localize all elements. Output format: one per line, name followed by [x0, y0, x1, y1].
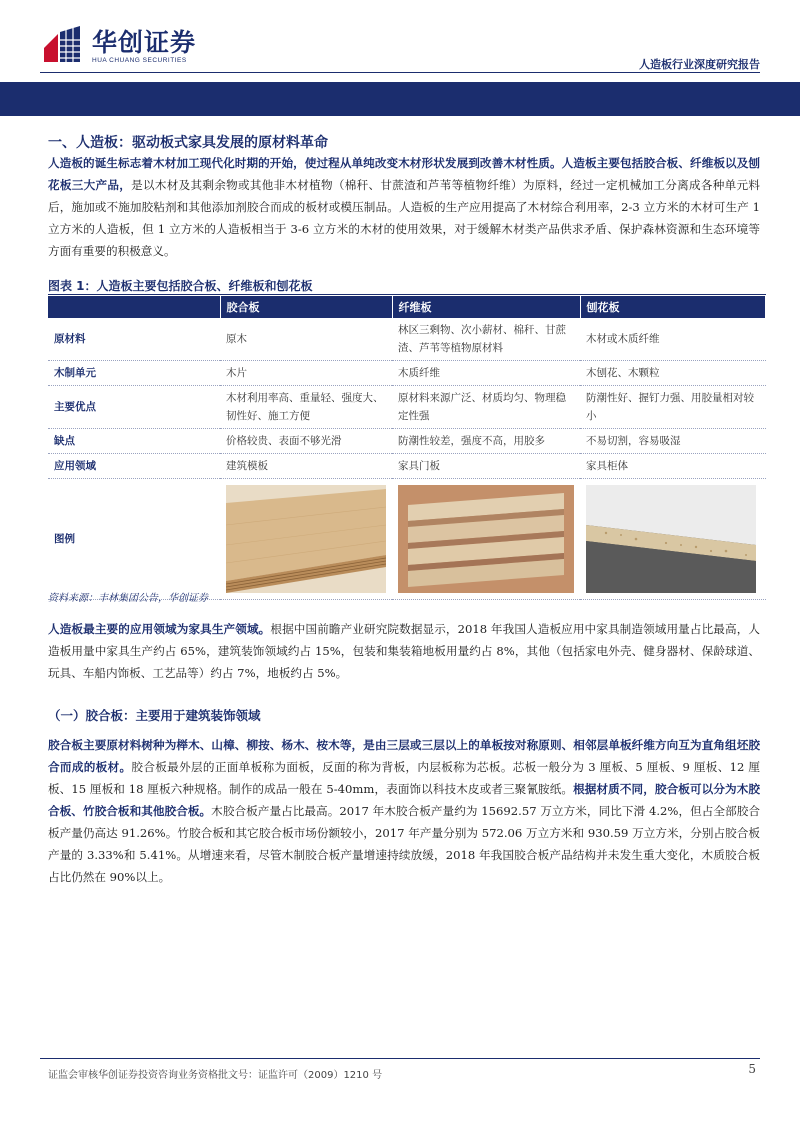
table-cell: 价格较贵、表面不够光滑: [220, 429, 392, 454]
brand-name-cn: 华创证券: [92, 27, 197, 57]
intro-text: 是以木材及其剩余物或其他非木材植物（棉秆、甘蔗渣和芦苇等植物纤维）为原料，经过一定机械加工分离成各种单元料后，施加或不施加胶粘剂和其他添加剂胶合而成的板材或模压制品。人造板的生产应用提高了木材综合利用率，2-3 立方米的木材可生产 1 立方米的人造板，但 1 立方米的人造板相当于 3-6 立方米的木材的使用效果，对于缓解木材类产品供求矛盾、保护森林资源和生态环境等方面有重要的积极意义。: [48, 178, 760, 258]
table-cell: 木材利用率高、重量轻、强度大、韧性好、施工方便: [220, 386, 392, 429]
row-label: 图例: [48, 479, 220, 600]
table-cell: 木材或木质纤维: [580, 318, 766, 361]
row-label: 缺点: [48, 429, 220, 454]
footer-license: 证监会审核华创证券投资咨询业务资格批文号：证监许可（2009）1210 号: [48, 1070, 383, 1081]
plywood-text-2: 木胶合板产量占比最高。2017 年木胶合板产量约为 15692.57 万立方米，同比下滑 4.2%，但占全部胶合板产量仍高达 91.26%。竹胶合板和其它胶合板市场份额较小，2017 年产量分别为 572.06 万立方米和 930.59 万立方米，分别占胶合板产量的 3.33%和 5.41%。从增速来看，尽管木制胶合板产量增速持续放缓，2018 年我国胶合板产品结构并未发生重大变化，木质胶合板占比仍然在 90%以上。: [48, 804, 760, 884]
plywood-paragraph: [48, 734, 760, 888]
table-cell: 木刨花、木颗粒: [580, 361, 766, 386]
table-row: [48, 386, 766, 429]
plywood-text-1: 胶合板最外层的正面单板称为面板，反面的称为背板，内层板称为芯板。芯板一般分为 3 厘板、5 厘板、9 厘板、12 厘板、15 厘板和 18 厘板六种规格。制作的成品一般在 5-40mm，表面饰以科技木皮或者三聚氰胺纸。: [48, 760, 760, 796]
table-cell: [220, 479, 392, 600]
table-row: [48, 454, 766, 479]
row-label: 木制单元: [48, 361, 220, 386]
table-cell: 建筑模板: [220, 454, 392, 479]
report-title: 人造板行业深度研究报告: [639, 58, 760, 71]
table-cell: 林区三剩物、次小薪材、棉秆、甘蔗渣、芦苇等植物原材料: [392, 318, 580, 361]
application-text: 根据中国前瞻产业研究院数据显示，2018 年我国人造板应用中家具制造领域用量占比最高，人造板用量中家具生产约占 65%，建筑装饰领域约占 15%，包装和集装箱地板用量约占 8%，其他（包括家电外壳、健身器材、保龄球道、玩具、车船内饰板、工艺品等）约占 7%，地板约占 5%。: [48, 622, 760, 680]
table-row: [48, 429, 766, 454]
footer-divider: [40, 1058, 760, 1059]
table-cell: 原材料来源广泛、材质均匀、物理稳定性强: [392, 386, 580, 429]
table-header-particleboard: 刨花板: [580, 296, 766, 318]
table-cell: 家具门板: [392, 454, 580, 479]
brand-name-en: HUA CHUANG SECURITIES: [92, 56, 187, 64]
brand-logo: [40, 26, 196, 66]
figure-source: 资料来源：丰林集团公告，华创证券: [48, 593, 208, 604]
table-image-row: [48, 479, 766, 600]
intro-bold-text: 人造板的诞生标志着木材加工现代化时期的开始，使过程从单纯改变木材形状发展到改善木材性质。人造板主要包括胶合板、纤维板以及刨花板三大产品，: [48, 156, 760, 192]
figure-title: 图表 1：人造板主要包括胶合板、纤维板和刨花板: [48, 279, 313, 293]
table-header-blank: [48, 296, 220, 318]
logo-mark-icon: [40, 26, 84, 66]
figure-top-rule: [48, 294, 766, 295]
header-divider: [40, 72, 760, 73]
application-paragraph: [48, 618, 760, 684]
row-label: 应用领域: [48, 454, 220, 479]
plywood-bold-text-1: 胶合板主要原材料树种为榉木、山樟、柳按、杨木、桉木等，是由三层或三层以上的单板按对称原则、相邻层单板纤维方向互为直角组坯胶合而成的板材。: [48, 738, 760, 774]
table-cell: 家具柜体: [580, 454, 766, 479]
intro-paragraph: [48, 152, 760, 262]
table-cell: 木质纤维: [392, 361, 580, 386]
application-bold-text: 人造板最主要的应用领域为家具生产领域。: [48, 622, 271, 636]
page-number: 5: [748, 1062, 756, 1076]
subsection-title: （一）胶合板：主要用于建筑装饰领域: [48, 708, 261, 723]
table-cell: 防潮性好、握钉力强、用胶量相对较小: [580, 386, 766, 429]
page-header: [0, 0, 800, 80]
plywood-bold-text-2: 根据材质不同，胶合板可以分为木胶合板、竹胶合板和其他胶合板。: [48, 782, 760, 818]
table-header-row: [48, 296, 766, 318]
plywood-image: [226, 485, 386, 593]
particleboard-image: [586, 485, 760, 593]
table-cell: [580, 479, 766, 600]
table-cell: 木片: [220, 361, 392, 386]
table-cell: 原木: [220, 318, 392, 361]
table-row: [48, 318, 766, 361]
header-banner: [0, 82, 800, 116]
board-comparison-table: [48, 296, 766, 600]
table-header-fiberboard: 纤维板: [392, 296, 580, 318]
table-cell: 防潮性较差，强度不高，用胶多: [392, 429, 580, 454]
fiberboard-image: [398, 485, 574, 593]
table-cell: 不易切割，容易吸湿: [580, 429, 766, 454]
table-header-plywood: 胶合板: [220, 296, 392, 318]
row-label: 原材料: [48, 318, 220, 361]
section-title: 一、人造板：驱动板式家具发展的原材料革命: [48, 135, 328, 151]
table-row: [48, 361, 766, 386]
table-cell: [392, 479, 580, 600]
row-label: 主要优点: [48, 386, 220, 429]
